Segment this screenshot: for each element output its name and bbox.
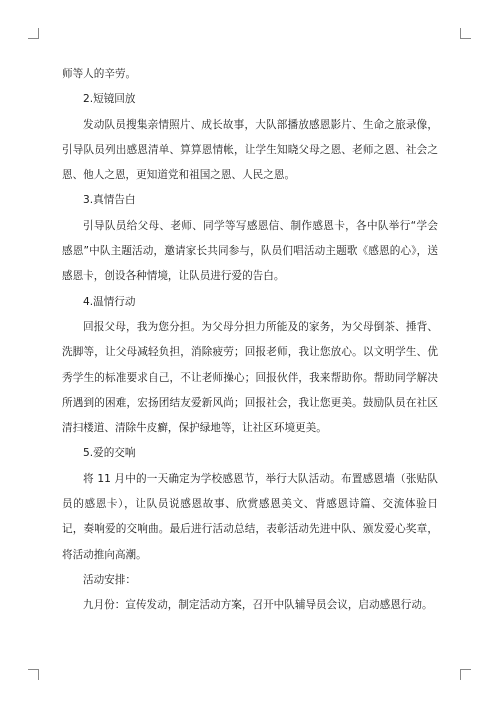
heading-love-symphony: 5.爱的交响 (83, 447, 136, 460)
paragraph-september: 九月份：宣传发动，制定活动方案，召开中队辅导员会议，启动感恩行动。 (83, 599, 433, 612)
heading-heartfelt-confession: 3.真情告白 (83, 194, 136, 207)
paragraph-continuation: 师等人的辛劳。 (62, 68, 137, 80)
paragraph-short-review: 发动队员搜集亲情照片、成长故事，大队部播放感恩影片、生命之旅录像，引导队员列出感恩清单、算算恩情帐，让学生知晓父母之恩、老师之恩、社会之恩、他人之恩，更知道党和祖国之恩、人民之恩。 (62, 118, 438, 182)
crop-mark-top-left (28, 28, 39, 39)
heading-activity-schedule: 活动安排： (83, 573, 136, 586)
paragraph-heartfelt-confession: 引导队员给父母、老师、同学等写感恩信、制作感恩卡，各中队举行“学会感恩”中队主题活动，邀请家长共同参与，队员们唱活动主题歌《感恩的心》，送感恩卡，创设各种情境，让队员进行爱的告白。 (62, 219, 438, 283)
crop-mark-bottom-left (28, 669, 39, 680)
paragraph-love-symphony: 将 11 月中的一天确定为学校感恩节，举行大队活动。布置感恩墙（张贴队员的感恩卡），让队员说感恩故事、欣赏感恩美文、背感恩诗篇、交流体验日记，奏响爱的交响曲。最后进行活动总结，表彰活动先进中队、颁发爱心奖章，将活动推向高潮。 (62, 472, 438, 561)
heading-warm-action: 4.温情行动 (83, 295, 136, 308)
document-body (62, 62, 438, 619)
crop-mark-bottom-right (460, 669, 471, 680)
heading-short-review: 2.短镜回放 (83, 93, 136, 106)
crop-mark-top-right (460, 28, 471, 39)
paragraph-warm-action: 回报父母，我为您分担。为父母分担力所能及的家务，为父母倒茶、捶背、洗脚等，让父母减轻负担，消除疲劳；回报老师，我让您放心。以文明学生、优秀学生的标准要求自己，不让老师操心；回报伙伴，我来帮助你。帮助同学解决所遇到的困难，宏扬团结友爱新风尚；回报社会，我让您更美。鼓励队员在社区清扫楼道、清除牛皮癣，保护绿地等，让社区环境更美。 (62, 320, 438, 435)
